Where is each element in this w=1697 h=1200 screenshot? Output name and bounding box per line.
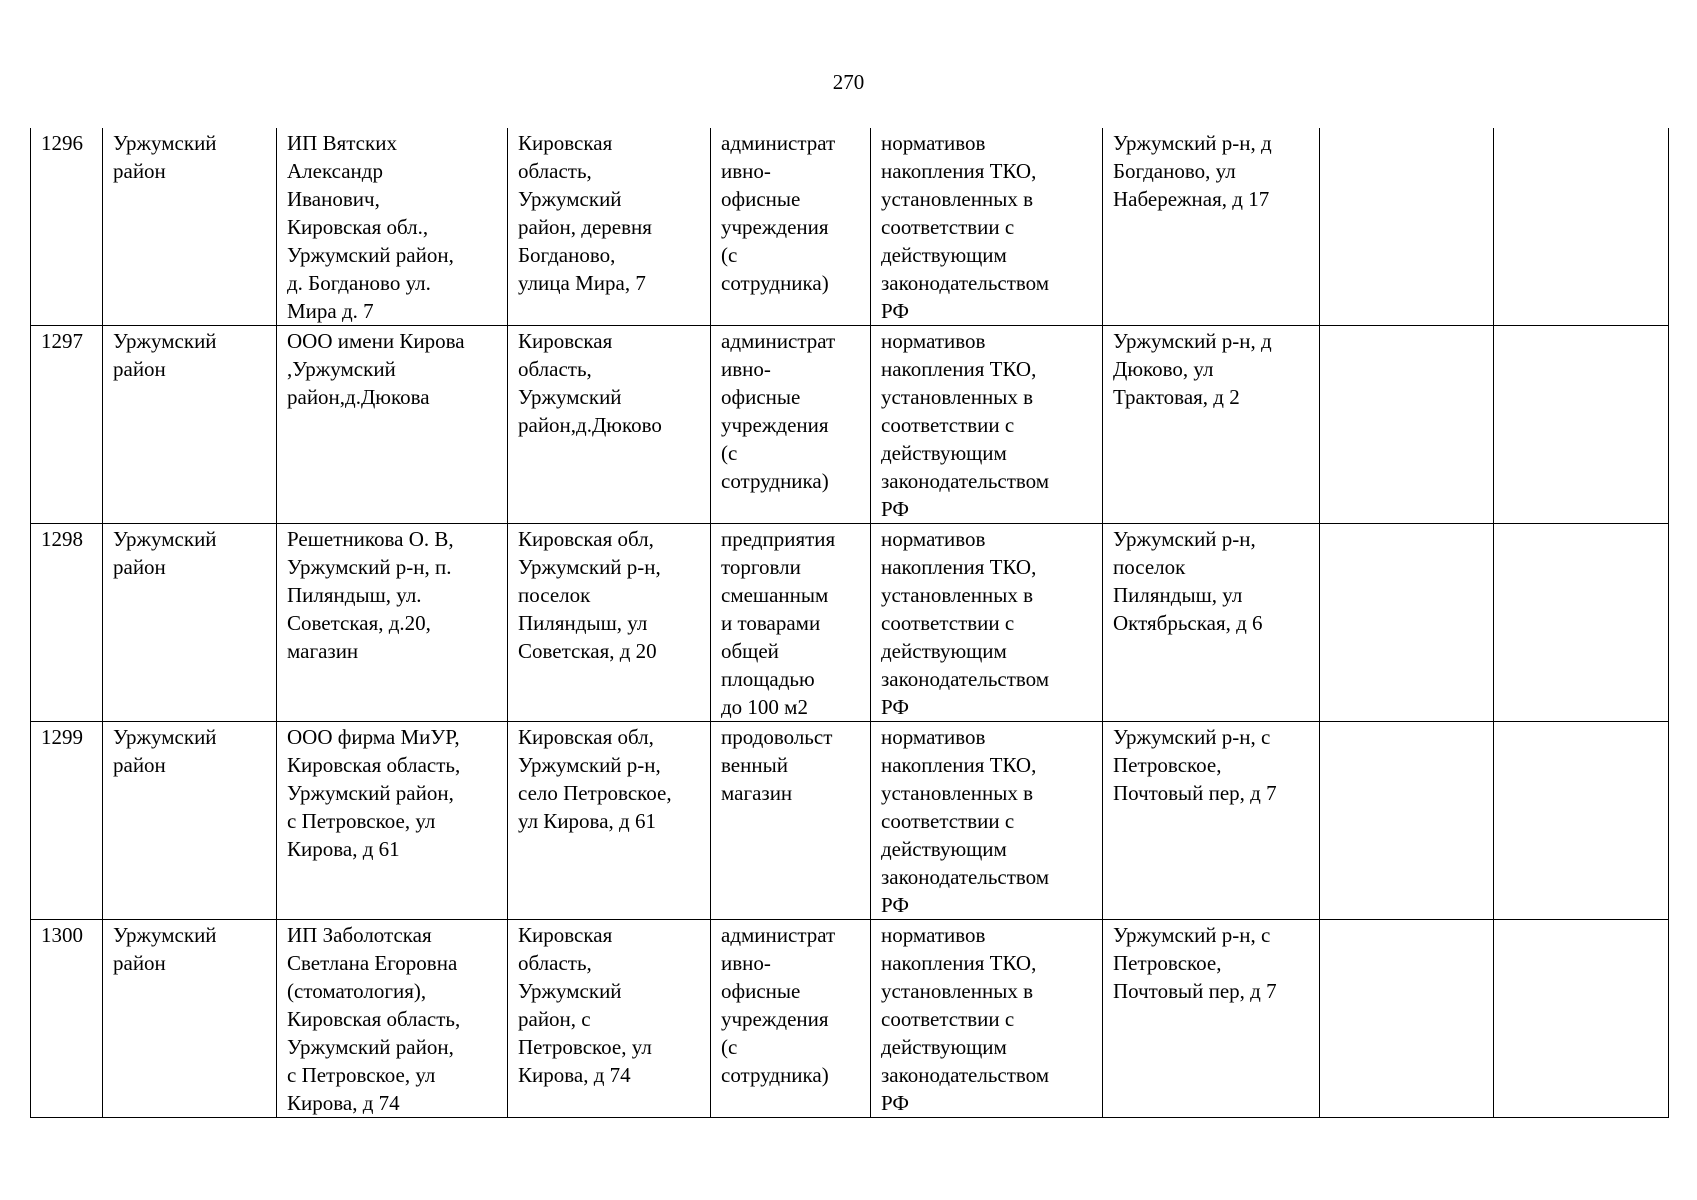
category-cell — [711, 722, 871, 920]
category-cell — [711, 326, 871, 524]
cell-line: продовольст — [721, 725, 833, 749]
cell-line: и товарами — [721, 611, 821, 635]
cell-line: нормативов — [881, 527, 986, 551]
cell-line: (стоматология), — [287, 979, 427, 1003]
cell-line: РФ — [881, 497, 909, 521]
cell-line: установленных в — [881, 385, 1034, 409]
cell-line: РФ — [881, 893, 909, 917]
cell-line: Уржумский — [113, 725, 217, 749]
cell-line: Мира д. 7 — [287, 299, 374, 323]
cell-line: Пиляндыш, ул — [1113, 583, 1243, 607]
norm-cell — [871, 524, 1103, 722]
category-cell — [711, 128, 871, 326]
cell-line: сотрудника) — [721, 469, 829, 493]
cell-line: 1300 — [41, 923, 83, 947]
cell-line: 1298 — [41, 527, 83, 551]
cell-line: учреждения — [721, 215, 829, 239]
owner-cell — [277, 128, 508, 326]
site-address-cell — [1103, 920, 1320, 1118]
cell-line: Уржумский — [113, 527, 217, 551]
cell-line: законодательством — [881, 667, 1050, 691]
cell-line: ивно- — [721, 951, 771, 975]
cell-line: сотрудника) — [721, 1063, 829, 1087]
cell-line: Уржумский р-н, д — [1113, 131, 1272, 155]
cell-line: 1297 — [41, 329, 83, 353]
cell-line: Уржумский район, — [287, 781, 454, 805]
cell-line: Уржумский р-н, д — [1113, 329, 1272, 353]
cell-line: Светлана Егоровна — [287, 951, 458, 975]
cell-line: ИП Заболотская — [287, 923, 432, 947]
cell-line: Пиляндыш, ул. — [287, 583, 422, 607]
cell-line: Иванович, — [287, 187, 380, 211]
cell-line: область, — [518, 159, 592, 183]
cell-line: нормативов — [881, 329, 986, 353]
cell-line: офисные — [721, 979, 801, 1003]
cell-line: Уржумский район, — [287, 243, 454, 267]
cell-line: район — [113, 159, 166, 183]
cell-line: предприятия — [721, 527, 836, 551]
cell-line: Кировская обл, — [518, 527, 654, 551]
cell-line: соответствии с — [881, 809, 1015, 833]
cell-line: соответствии с — [881, 215, 1015, 239]
empty-cell — [1494, 722, 1669, 920]
cell-line: Октябрьская, д 6 — [1113, 611, 1263, 635]
cell-line: район,д.Дюкова — [287, 385, 430, 409]
cell-line: район, деревня — [518, 215, 652, 239]
cell-line: д. Богданово ул. — [287, 271, 431, 295]
cell-line: поселок — [518, 583, 591, 607]
cell-line: Уржумский — [518, 385, 622, 409]
cell-line: ул Кирова, д 61 — [518, 809, 656, 833]
cell-line: ИП Вятских — [287, 131, 397, 155]
address-cell — [508, 524, 711, 722]
cell-line: РФ — [881, 299, 909, 323]
cell-line: законодательством — [881, 1063, 1050, 1087]
cell-line: законодательством — [881, 865, 1050, 889]
cell-line: село Петровское, — [518, 781, 672, 805]
site-address-cell — [1103, 524, 1320, 722]
cell-line: Уржумский — [113, 131, 217, 155]
owner-cell — [277, 524, 508, 722]
empty-cell — [1320, 128, 1494, 326]
cell-line: магазин — [721, 781, 793, 805]
cell-line: ООО имени Кирова — [287, 329, 465, 353]
cell-line: Уржумский р-н, с — [1113, 725, 1271, 749]
cell-line: Кировская обл., — [287, 215, 429, 239]
cell-line: офисные — [721, 187, 801, 211]
cell-line: Кировская обл, — [518, 725, 654, 749]
cell-line: Богданово, ул — [1113, 159, 1236, 183]
cell-line: Уржумский — [113, 923, 217, 947]
cell-line: Решетникова О. В, — [287, 527, 454, 551]
cell-line: установленных в — [881, 979, 1034, 1003]
cell-line: нормативов — [881, 131, 986, 155]
cell-line: область, — [518, 357, 592, 381]
site-address-cell — [1103, 722, 1320, 920]
cell-line: площадью — [721, 667, 815, 691]
cell-line: Уржумский р-н, с — [1113, 923, 1271, 947]
cell-line: Дюково, ул — [1113, 357, 1214, 381]
cell-line: общей — [721, 639, 779, 663]
category-cell — [711, 920, 871, 1118]
address-cell — [508, 722, 711, 920]
cell-line: Советская, д.20, — [287, 611, 431, 635]
cell-line: Петровское, ул — [518, 1035, 652, 1059]
cell-line: соответствии с — [881, 1007, 1015, 1031]
cell-line: магазин — [287, 639, 359, 663]
empty-cell — [1320, 920, 1494, 1118]
cell-line: соответствии с — [881, 611, 1015, 635]
registry-table — [30, 128, 1669, 1118]
cell-line: Кирова, д 74 — [518, 1063, 631, 1087]
cell-line: Уржумский р-н, — [1113, 527, 1256, 551]
cell-line: Александр — [287, 159, 383, 183]
cell-line: торговли — [721, 555, 801, 579]
cell-line: соответствии с — [881, 413, 1015, 437]
owner-cell — [277, 920, 508, 1118]
cell-line: район — [113, 555, 166, 579]
cell-line: установленных в — [881, 583, 1034, 607]
cell-line: область, — [518, 951, 592, 975]
row-number-cell — [31, 524, 103, 722]
site-address-cell — [1103, 326, 1320, 524]
cell-line: поселок — [1113, 555, 1186, 579]
cell-line: 1296 — [41, 131, 83, 155]
cell-line: Уржумский р-н, — [518, 753, 661, 777]
cell-line: администрат — [721, 131, 836, 155]
cell-line: нормативов — [881, 725, 986, 749]
cell-line: накопления ТКО, — [881, 159, 1037, 183]
cell-line: Почтовый пер, д 7 — [1113, 979, 1277, 1003]
cell-line: накопления ТКО, — [881, 555, 1037, 579]
cell-line: Уржумский — [518, 187, 622, 211]
row-number-cell — [31, 920, 103, 1118]
cell-line: действующим — [881, 243, 1007, 267]
cell-line: РФ — [881, 695, 909, 719]
row-number-cell — [31, 722, 103, 920]
cell-line: администрат — [721, 329, 836, 353]
row-number-cell — [31, 128, 103, 326]
cell-line: законодательством — [881, 469, 1050, 493]
cell-line: учреждения — [721, 413, 829, 437]
registry-body — [31, 128, 1669, 1118]
cell-line: Уржумский р-н, п. — [287, 555, 452, 579]
cell-line: Кирова, д 74 — [287, 1091, 400, 1115]
norm-cell — [871, 920, 1103, 1118]
cell-line: ивно- — [721, 159, 771, 183]
cell-line: (с — [721, 441, 738, 465]
cell-line: Уржумский район, — [287, 1035, 454, 1059]
cell-line: ивно- — [721, 357, 771, 381]
cell-line: район — [113, 753, 166, 777]
cell-line: Кировская — [518, 131, 613, 155]
empty-cell — [1494, 524, 1669, 722]
empty-cell — [1494, 920, 1669, 1118]
empty-cell — [1494, 326, 1669, 524]
category-cell — [711, 524, 871, 722]
cell-line: смешанным — [721, 583, 829, 607]
district-cell — [103, 326, 277, 524]
cell-line: действующим — [881, 639, 1007, 663]
cell-line: сотрудника) — [721, 271, 829, 295]
table-row — [31, 524, 1669, 722]
cell-line: накопления ТКО, — [881, 753, 1037, 777]
cell-line: Пиляндыш, ул — [518, 611, 648, 635]
cell-line: офисные — [721, 385, 801, 409]
cell-line: с Петровское, ул — [287, 809, 436, 833]
table-row — [31, 722, 1669, 920]
cell-line: Кирова, д 61 — [287, 837, 400, 861]
table-row — [31, 920, 1669, 1118]
cell-line: район — [113, 357, 166, 381]
table-row — [31, 128, 1669, 326]
cell-line: Трактовая, д 2 — [1113, 385, 1240, 409]
cell-line: Петровское, — [1113, 951, 1222, 975]
district-cell — [103, 920, 277, 1118]
owner-cell — [277, 326, 508, 524]
cell-line: венный — [721, 753, 788, 777]
cell-line: Советская, д 20 — [518, 639, 657, 663]
cell-line: район, с — [518, 1007, 591, 1031]
empty-cell — [1320, 722, 1494, 920]
cell-line: до 100 м2 — [721, 695, 808, 719]
cell-line: район,д.Дюково — [518, 413, 662, 437]
district-cell — [103, 128, 277, 326]
empty-cell — [1494, 128, 1669, 326]
empty-cell — [1320, 524, 1494, 722]
cell-line: действующим — [881, 837, 1007, 861]
cell-line: Почтовый пер, д 7 — [1113, 781, 1277, 805]
row-number-cell — [31, 326, 103, 524]
cell-line: учреждения — [721, 1007, 829, 1031]
cell-line: Уржумский — [113, 329, 217, 353]
cell-line: ООО фирма МиУР, — [287, 725, 460, 749]
cell-line: Богданово, — [518, 243, 616, 267]
cell-line: законодательством — [881, 271, 1050, 295]
cell-line: Кировская — [518, 923, 613, 947]
cell-line: Уржумский р-н, — [518, 555, 661, 579]
cell-line: с Петровское, ул — [287, 1063, 436, 1087]
cell-line: установленных в — [881, 781, 1034, 805]
cell-line: нормативов — [881, 923, 986, 947]
norm-cell — [871, 128, 1103, 326]
cell-line: Кировская область, — [287, 753, 461, 777]
cell-line: ,Уржумский — [287, 357, 396, 381]
empty-cell — [1320, 326, 1494, 524]
cell-line: район — [113, 951, 166, 975]
cell-line: Петровское, — [1113, 753, 1222, 777]
address-cell — [508, 128, 711, 326]
cell-line: улица Мира, 7 — [518, 271, 646, 295]
cell-line: установленных в — [881, 187, 1034, 211]
cell-line: действующим — [881, 1035, 1007, 1059]
cell-line: Уржумский — [518, 979, 622, 1003]
cell-line: накопления ТКО, — [881, 357, 1037, 381]
address-cell — [508, 920, 711, 1118]
cell-line: Кировская область, — [287, 1007, 461, 1031]
norm-cell — [871, 722, 1103, 920]
site-address-cell — [1103, 128, 1320, 326]
cell-line: (с — [721, 1035, 738, 1059]
district-cell — [103, 722, 277, 920]
district-cell — [103, 524, 277, 722]
cell-line: действующим — [881, 441, 1007, 465]
norm-cell — [871, 326, 1103, 524]
cell-line: администрат — [721, 923, 836, 947]
cell-line: 1299 — [41, 725, 83, 749]
table-row — [31, 326, 1669, 524]
address-cell — [508, 326, 711, 524]
cell-line: РФ — [881, 1091, 909, 1115]
cell-line: Набережная, д 17 — [1113, 187, 1270, 211]
cell-line: накопления ТКО, — [881, 951, 1037, 975]
page-number: 270 — [832, 70, 865, 94]
cell-line: (с — [721, 243, 738, 267]
cell-line: Кировская — [518, 329, 613, 353]
owner-cell — [277, 722, 508, 920]
